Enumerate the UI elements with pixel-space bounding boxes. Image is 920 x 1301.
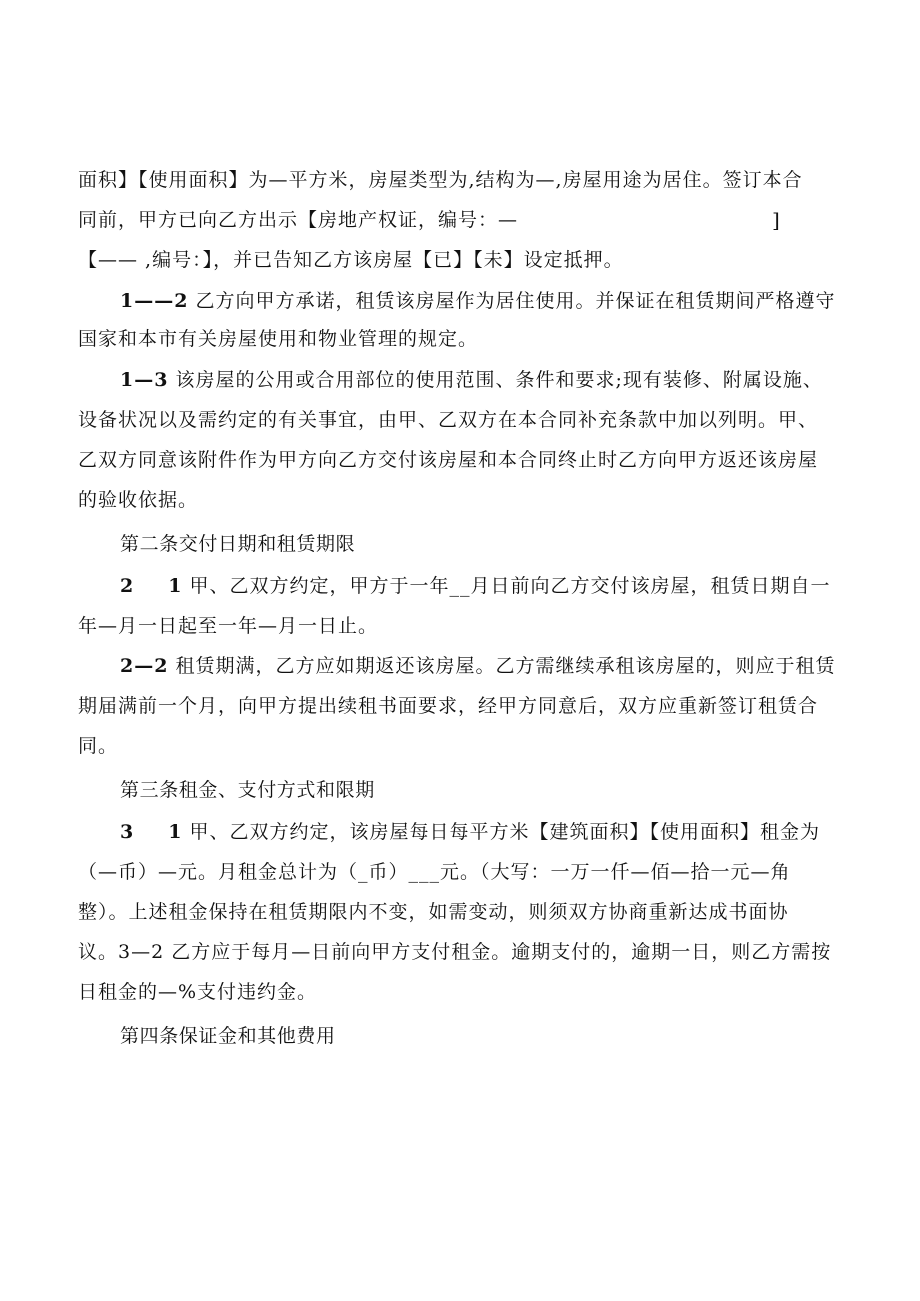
clause-number: 3: [120, 821, 135, 843]
clause-text: 乙方向甲方承诺，租赁该房屋作为居住使用。并保证在租赁期间严格遵守: [195, 290, 836, 312]
closing-bracket: ]: [772, 208, 781, 232]
text-line: （—币）—元。月租金总计为（_币）___元。（大写：一万一仟—佰—拾一元—角: [78, 861, 791, 883]
text-line: 同前，甲方已向乙方出示【房地产权证，编号：—: [78, 209, 519, 231]
section-heading: 第二条交付日期和租赁期限: [120, 533, 356, 555]
text-line: 期届满前一个月，向甲方提出续租书面要求，经甲方同意后，双方应重新签订租赁合: [78, 695, 819, 717]
clause-number: 1—3: [120, 369, 169, 391]
text-line: 年—月一日起至一年—月一日止。: [78, 615, 379, 637]
clause-3-1-line: [120, 818, 820, 846]
clause-number: 2—2: [120, 655, 169, 677]
clause-2-2-line: [120, 652, 836, 680]
clause-number: 1: [168, 575, 183, 597]
section-heading: 第三条租金、支付方式和限期: [120, 779, 375, 801]
text-line: 的验收依据。: [78, 489, 199, 511]
clause-1-2-line: [120, 287, 836, 315]
clause-number: 1——2: [120, 290, 189, 312]
text-line: 议。3—2 乙方应于每月—日前向甲方支付租金。逾期支付的，逾期一日，则乙方需按: [78, 941, 832, 963]
text-line: 面积】【使用面积】为—平方米，房屋类型为,结构为—,房屋用途为居住。签订本合: [78, 169, 803, 191]
text-line: 乙双方同意该附件作为甲方向乙方交付该房屋和本合同终止时乙方向甲方返还该房屋: [78, 449, 819, 471]
text-line: 【—— ,编号：】，并已告知乙方该房屋【已】【未】设定抵押。: [78, 249, 624, 271]
text-line: 日租金的—%支付违约金。: [78, 981, 318, 1003]
clause-number: 1: [168, 821, 183, 843]
text-line: 设备状况以及需约定的有关事宜，由甲、乙双方在本合同补充条款中加以列明。甲、: [78, 409, 819, 431]
clause-text: 租赁期满，乙方应如期返还该房屋。乙方需继续承租该房屋的，则应于租赁: [175, 655, 836, 677]
clause-text: 甲、乙双方约定，该房屋每日每平方米【建筑面积】【使用面积】租金为: [189, 821, 821, 843]
text-line: 国家和本市有关房屋使用和物业管理的规定。: [78, 328, 479, 350]
clause-2-1-line: [120, 572, 831, 600]
clause-number: 2: [120, 575, 135, 597]
clause-1-3-line: [120, 366, 823, 394]
text-line: 整）。上述租金保持在租赁期限内不变，如需变动，则须双方协商重新达成书面协: [78, 901, 789, 923]
clause-text: 甲、乙双方约定，甲方于一年__月日前向乙方交付该房屋，租赁日期自一: [189, 575, 831, 597]
text-line: 同。: [78, 735, 119, 757]
clause-text: 该房屋的公用或合用部位的使用范围、条件和要求;现有装修、附属设施、: [175, 369, 823, 391]
section-heading: 第四条保证金和其他费用: [120, 1025, 336, 1047]
